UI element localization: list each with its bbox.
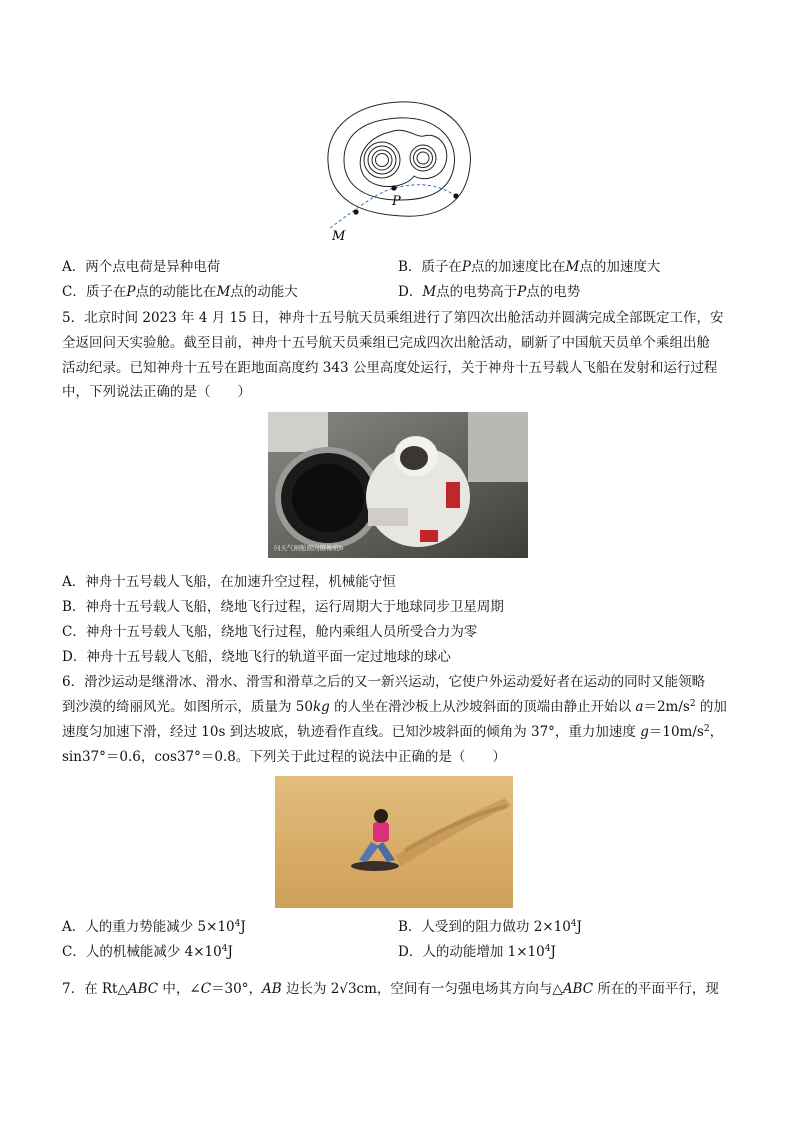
q5-stem-line-1: 5．北京时间 2023 年 4 月 15 日，神舟十五号航天员乘组进行了第四次出舱活动并圆满完成全部既定工作，安 xyxy=(62,310,724,326)
astronaut-illustration xyxy=(268,412,528,558)
q5-stem-line-2: 全返回问天实验舱。截至目前，神舟十五号航天员乘组已完成四次出舱活动，刷新了中国航天员单个乘组出舱 xyxy=(62,335,710,351)
q7-stem-line-1: 7．在 Rt△ABC 中，∠C＝30°，AB 边长为 2√3cm，空间有一匀强电场其方向与△ABC 所在的平面平行，现 xyxy=(62,981,719,997)
photo-caption: 问天气闸舱面向摄像机b xyxy=(274,544,344,552)
sand-sliding-photo xyxy=(275,776,513,908)
q4-option-a[interactable]: A．两个点电荷是异种电荷 xyxy=(62,259,221,275)
q6-option-d[interactable]: D．人的动能增加 $1\times 10^4J$ xyxy=(398,944,556,960)
equipotential-figure xyxy=(320,96,480,246)
q5-option-d[interactable]: D．神舟十五号载人飞船，绕地飞行的轨道平面一定过地球的球心 xyxy=(62,649,451,665)
q6-option-c[interactable]: C．人的机械能减少 $4\times 10^4J$ xyxy=(62,944,233,960)
label-m: M xyxy=(332,229,346,244)
q5-option-a[interactable]: A．神舟十五号载人飞船，在加速升空过程，机械能守恒 xyxy=(62,574,396,590)
q6-stem-line-2: 到沙漠的绮丽风光。如图所示，质量为 50kg 的人坐在滑沙板上从沙坡斜面的顶端由静止开始以 $a=2m/s^2$ 的加 xyxy=(62,699,727,715)
q4-option-c[interactable]: C．质子在P点的动能比在M点的动能大 xyxy=(62,284,298,300)
q5-stem-line-4: 中，下列说法正确的是（ ） xyxy=(62,384,251,400)
q6-stem-line-3: 速度匀加速下滑，经过 10s 到达坡底，轨迹看作直线。已知沙坡斜面的倾角为 37°，重力加速度 $g=10m/s^2$， xyxy=(62,724,724,740)
point-p xyxy=(391,185,396,190)
q6-option-a[interactable]: A．人的重力势能减少 $5\times 10^4J$ xyxy=(62,919,246,935)
q6-option-b[interactable]: B．人受到的阻力做功 $2\times 10^4J$ xyxy=(398,919,582,935)
q5-option-c[interactable]: C．神舟十五号载人飞船，绕地飞行过程，舱内乘组人员所受合力为零 xyxy=(62,624,478,640)
q6-stem-line-4: sin37°＝0.6，cos37°＝0.8。下列关于此过程的说法中正确的是（ ） xyxy=(62,749,506,765)
q4-option-d[interactable]: D．M点的电势高于P点的电势 xyxy=(398,284,581,300)
label-p: P xyxy=(392,194,401,209)
q5-stem-line-3: 活动纪录。已知神舟十五号在距地面高度约 343 公里高度处运行，关于神舟十五号载人飞船在发射和运行过程 xyxy=(62,360,718,376)
q6-stem-line-1: 6．滑沙运动是继滑冰、滑水、滑雪和滑草之后的又一新兴运动，它使户外运动爱好者在运动的同时又能领略 xyxy=(62,674,706,690)
astronaut-photo xyxy=(268,412,528,558)
q5-option-b[interactable]: B．神舟十五号载人飞船，绕地飞行过程，运行周期大于地球同步卫星周期 xyxy=(62,599,504,615)
sand-sliding-illustration xyxy=(275,776,513,908)
q4-option-b[interactable]: B．质子在P点的加速度比在M点的加速度大 xyxy=(398,259,661,275)
